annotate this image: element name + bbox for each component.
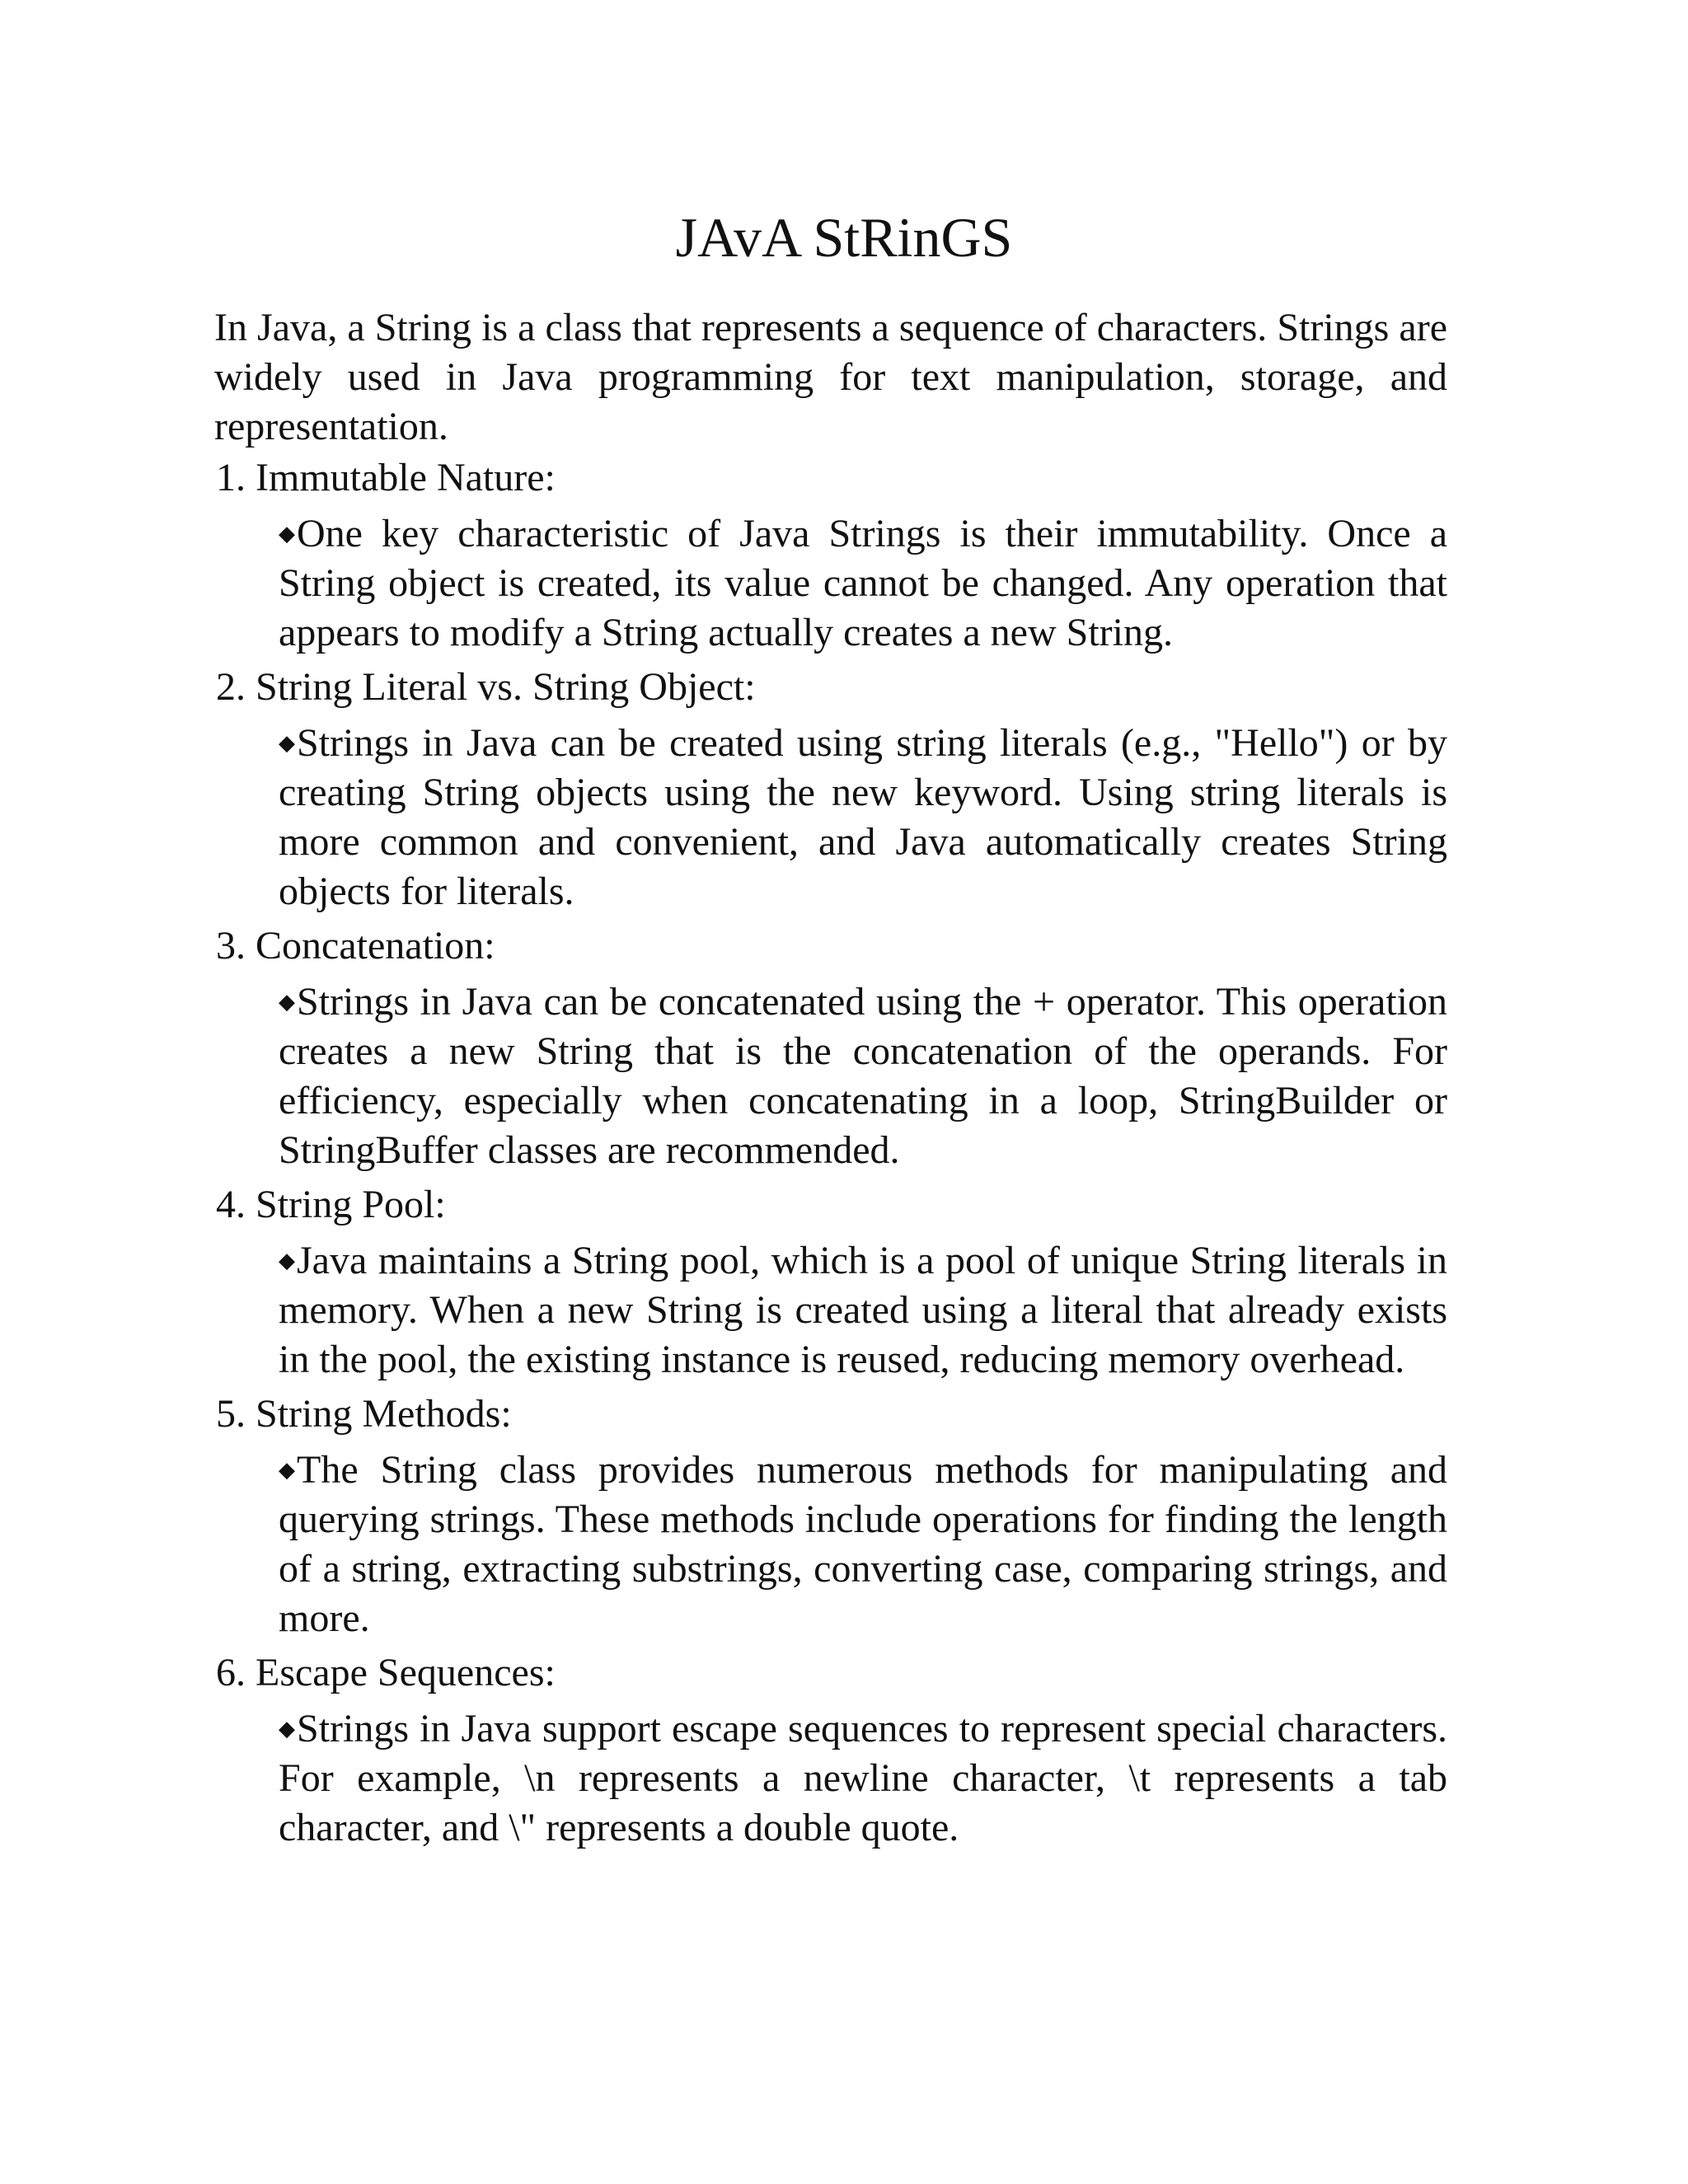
page-title: JAvA StRinGS <box>675 206 1013 269</box>
section-text: Java maintains a String pool, which is a pool of unique String literals in memory. When a new String is created using a literal that already exists in the pool, the existing instance is reused, reducing memory overhead. <box>279 1239 1447 1381</box>
section-number: 4. <box>216 1183 246 1226</box>
section-heading-1 <box>214 453 1447 503</box>
section-number: 2. <box>216 665 246 709</box>
diamond-bullet-icon: ◆ <box>279 1458 295 1482</box>
diamond-bullet-icon: ◆ <box>279 1249 295 1272</box>
section-heading-text: String Literal vs. String Object: <box>256 665 756 709</box>
section-heading-text: String Methods: <box>256 1392 512 1436</box>
section-text: Strings in Java can be created using string literals (e.g., "Hello") or by creating String objects using the new keyword. Using string literals is more common and convenient, and Java automatically creates String objects for literals. <box>279 721 1447 913</box>
section-heading-text: Concatenation: <box>256 924 495 968</box>
section-heading-3 <box>214 921 1447 971</box>
section-paragraph-4 <box>279 1236 1447 1385</box>
diamond-bullet-icon: ◆ <box>279 522 295 546</box>
section-heading-text: Immutable Nature: <box>256 456 556 499</box>
section-heading-text: String Pool: <box>256 1183 446 1226</box>
section-heading-6 <box>214 1648 1447 1698</box>
section-number: 5. <box>216 1392 246 1436</box>
section-text: The String class provides numerous methods for manipulating and querying strings. These methods include operations for finding the length of a string, extracting substrings, converting case, comparing strings, and more. <box>279 1448 1447 1640</box>
section-heading-2 <box>214 663 1447 712</box>
section-paragraph-6 <box>279 1704 1447 1853</box>
section-text: Strings in Java support escape sequences to represent special characters. For example, \n represents a newline character, \t represents a tab character, and \" represents a double quote. <box>279 1707 1447 1849</box>
section-text: Strings in Java can be concatenated using the + operator. This operation creates a new String that is the concatenation of the operands. For efficiency, especially when concatenating in a loop, StringBuilder or StringBuffer classes are recommended. <box>279 980 1447 1172</box>
section-heading-5 <box>214 1390 1447 1439</box>
section-paragraph-1 <box>279 509 1447 658</box>
section-paragraph-3 <box>279 977 1447 1175</box>
diamond-bullet-icon: ◆ <box>279 731 295 755</box>
section-number: 1. <box>216 456 246 499</box>
section-text: One key characteristic of Java Strings is their immutability. Once a String object is created, its value cannot be changed. Any operation that appears to modify a String actually creates a new String. <box>279 512 1447 654</box>
diamond-bullet-icon: ◆ <box>279 1717 295 1741</box>
section-number: 3. <box>216 924 246 968</box>
diamond-bullet-icon: ◆ <box>279 990 295 1014</box>
document-body <box>214 303 1447 1858</box>
intro-paragraph: In Java, a String is a class that represents a sequence of characters. Strings are widely used in Java programming for text manipulation, storage, and representation. <box>214 306 1447 448</box>
section-number: 6. <box>216 1651 246 1694</box>
section-paragraph-5 <box>279 1446 1447 1643</box>
section-heading-text: Escape Sequences: <box>256 1651 556 1694</box>
section-paragraph-2 <box>279 719 1447 916</box>
section-heading-4 <box>214 1180 1447 1230</box>
